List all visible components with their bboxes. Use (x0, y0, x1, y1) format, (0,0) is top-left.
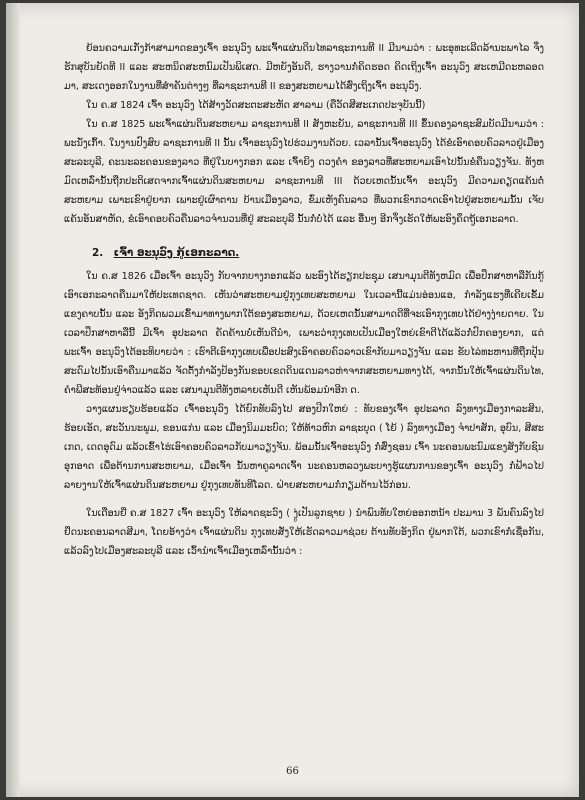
section-title: ເຈົ້າ ອະນຸວົງ ກູ້ເອກະລາດ. (113, 247, 240, 259)
book-binding-shadow (6, 3, 20, 797)
page-number: 66 (286, 766, 299, 777)
section-heading (92, 244, 544, 263)
paragraph-5: ວາງແຜນຮຽບຮ້ອຍແລ້ວ ເຈົ້າອະນຸວົງ ໄດ້ຍົກທັບລົງໄປ ສອງປີກໃຫຍ່ : ທັບຂອງເຈົ້າ ອຸປະລາດ ລົງທາງເມືອງກາລະສິນ, ຮ້ອຍເອັດ, ສະວັນນະພູມ, ຂອນແກ່ນ ແລະ ເມືອງນິມມະບົດ; ໃຫ້ທ້າວຫົກ ລາຊະບຸດ ( ໂຍ້ ) ລົງທາງເມືອງ ຈຳປາສັກ, ອຸບົນ, ສີສະເກດ, ເດດອຸດົມ ແລ້ວເຂົ້າໄຮ່ເອົາຄອບຄົວລາວກັບມາວຽງຈັນ. ພ້ອມນັ້ນເຈົ້າອະນຸວົງ ກໍ່ສົ່ງຊອນ ເຈົ້າ ນະຄອນພະນົມແຂງສັງກັບຊົນອຸກອາດ ເພື່ອຕ້ານການສະຫຍາມ, ເມື່ອເຈົ້າ ນັ້ນຫາຄູລາດເຈົ້າ ນະຄອນຫລວງພະບາງຮູ້ແຜນການຂອງເຈົ້າ ອະນຸວົງ ກໍ່ຟ້າວໄປລາຍງານໃຫ້ເຈົ້າແຜ່ນດິນສະຫຍາມ ຢູ່ກຸງເທບທັນທີໂລດ. ຝ່າຍສະຫຍາມກໍ່ກຽມຕ້ານໄວ້ກ່ອນ. (64, 404, 544, 491)
scanned-page (6, 3, 579, 797)
section-number: 2. (92, 247, 104, 259)
paragraph-2: ໃນ ຄ.ສ 1824 ເຈົ້າ ອະນຸວົງ ໄດ້ສ້າງວັດສະຕະສະຫັດ ສາລາມ (ຄືວັດສີສະເກດປະຈຸບັນນີ້) (86, 100, 426, 111)
paragraph-4: ໃນ ຄ.ສ 1826 ເມື່ອເຈົ້າ ອະນຸວົງ ກັບຈາກບາງກອກແລ້ວ ພະອົງໄດ້ຮຽກປະຊຸມ ເສນາມຸນຕີທັງຫມົດ ເພື່ອປຶກສາຫາລືກັນກູ້ເອົາເອກະລາດຄືນມາໃຫ້ປະເທດຊາດ. ເຫັນວ່າສະຫຍາມຢູ່ກຸງເທບສະຫຍາມ ໃນເວລານີ້ແມ່ນອ່ອນແອ, ກຳລັງແຮງທີ່ເຄີຍເຂັ້ມແຂງຄາບນັ້ນ ແລະ ອັງກິດພວມເຂົ້າມາທາງພາກໃຕ້ຂອງສະຫຍາມ, ດ້ວຍເຫດນັ້ນສາມາດດີທີ່ຈະເອົາກຸງເທບໄດ້ຢ່າງງ່າຍດາຍ. ໃນເວລາປຶກສາຫາລືນີ້ ມີເຈົ້າ ອຸປະລາດ ຄັດຄ້ານບໍ່ເຫັນດີນຳ, ເພາະວ່າກຸງເທບເປັນເມືອງໃຫຍ່ເຂົາຕີໄດ້ແລ້ວກໍ່ປົກຄອງຍາກ, ແຕ່ພະເຈົ້າ ອະນຸວົງໄດ້ອະທິບາຍວ່າ : ເຮົາຕີເອົາກຸງເທບເພື່ອປະສົງເອົາຄອບຄົວລາວເຂົາກັບມາວຽງຈັນ ແລະ ຂັບໄລ່ທະຫານທີ່ຖືກປຸ້ນສະດົມໄປນັ້ນເອົາຄືນມາແລ້ວ ຈັດຕັ້ງກຳລັງປ້ອງກັນຂອບເຂດດິນແດນລາວຫ່າຈາກສະຫຍາມທາງໄດ້, ຈາກນັ້ນໃຫ້ເຈົ້າແຜ່ນດິນໄທ, ຄຳພີສະທ້ອນຢູ່ຈ່າວແລ້ວ ແລະ ເສນາມຸນຕີທັງຫລາຍເຫັນດີ ເຫັນພ້ອມນຳອີກ ດ. (64, 271, 544, 396)
paragraph-6: ໃນເດືອນຍີ່ ຄ.ສ 1827 ເຈົ້າ ອະນຸວົງ ໃຫ້ລາດຊະວົງ ( ງູ່ເປັນລູກຊາຍ ) ນຳພົນທັບໃຫຍ່ອອກຫນ້າ ປະມານ 3 ພັນຄົນລົງໄປຢຶດນະຄອນລາດສີມາ, ໂດຍອ້າງວ່າ ເຈົ້າແຜ່ນດິນ ກຸງເທບສັ່ງໃຫ້ເຮັດລາວມາຊ່ວຍ ຕ້ານທັບອັງກິດ ຢູ່ພາກໃຕ້, ພວກເຂົາກໍ່ເຊື່ອກັນ, ແລ້ວລົງໄປເມືອງສະລະບຸລີ ແລະ ເວົ້ານຳເຈົ້າເມືອງເຫລົ່ານັ້ນວ່າ : (64, 508, 544, 557)
paragraph-3: ໃນ ຄ.ສ 1825 ພະເຈົ້າແຜ່ນດິນສະຫຍາມ ລາຊະການທີ II ສັງຫະຍັນ, ລາຊະການທີ III ຂຶ້ນຄອງລາຊະສົມບັດມີນາມວ່າ : ພະນັ່ງເກົ້າ. ໃນງານປົງສົບ ລາຊະການທີ II ນັ້ນ ເຈົ້າອະນຸວົງໄປຮ່ວມງານດ້ວຍ. ເວລານັ້ນເຈົ້າອະນຸວົງ ໄດ້ຂໍເອົາຄອບຄົວລາວຢູ່ເມືອງ ສະລະບຸລີ, ຄະນະລະຄອນຂອງລາວ ທີ່ຢູ່ໃນບາງກອກ ແລະ ເຈົ້າຍິງ ດວງຄຳ ຂອງລາວທີ່ສະຫຍາມເອົາໄປນັ້ນຂໍຄືນວຽງຈັນ. ທັງຫມົດເຫລົ່ານັ້ນຖືກປະຕິເສດຈາກເຈົ້າແຜ່ນດິນສະຫຍາມ ລາຊະການທີ III ດ້ວຍເຫດນັ້ນເຈົ້າ ອະນຸວົງ ມີຄວາມຄຽດແຄ້ນຕໍ່ສະຫຍາມ ເພາະເຂົາຢູ່ຍາກ ເພາະຢູ່ເຜົາຕານ ບ້ານເມືອງລາວ, ຂົ່ມເຫັງຄົນລາວ ທີ່ພວກເຂົາກວາດເອົາໄປຢູ່ສະຫຍາມນັ້ນ ເຈັບແຄ້ນອັນສາຫັດ, ຂໍເອົາຄອບຄົວຄືນລາວຈຳນວນທີ່ຢູ່ ສະລະບຸລີ ນັ້ນກໍ່ບໍ່ໄດ້ ແລະ ອື່ນໆ ອີກຈຶ່ງເຮັດໃຫ້ພະອົງຄຶດຖູ້ເອກະລາດ. (64, 119, 544, 225)
paragraph-1: ຍ້ອນຄວາມເກັ່ງກ້າສາມາດຂອງເຈົ້າ ອະນຸວົງ ພະເຈົ້າແຜ່ນດິນໄທລາຊະການທີ II ມີນາມວ່າ : ພະອຸທະເລີດລ້ານະພາໄລ ຈຶ່ງຮັກສຸບັນຍັດທີ II ແລະ ສະຫນິດສະຫນົມເປັນພິເສດ. ມີຫຍັງອັນດີ, ຮາງວານກໍ່ຄິດຮອດ ຄິດເຖິງເຈົ້າ ອະນຸວົງ ສະເຫມີດະຫລອດມາ, ສະເດງອອກໃນງານທີ່ສຳຄັນຕ່າງໆ ທີ່ລາຊະການທີ II ຂອງສະຫຍາມໄດ້ສົ່ງເຖິງເຈົ້າ ອະນຸວົງ. (64, 43, 544, 92)
body-text (64, 39, 544, 561)
